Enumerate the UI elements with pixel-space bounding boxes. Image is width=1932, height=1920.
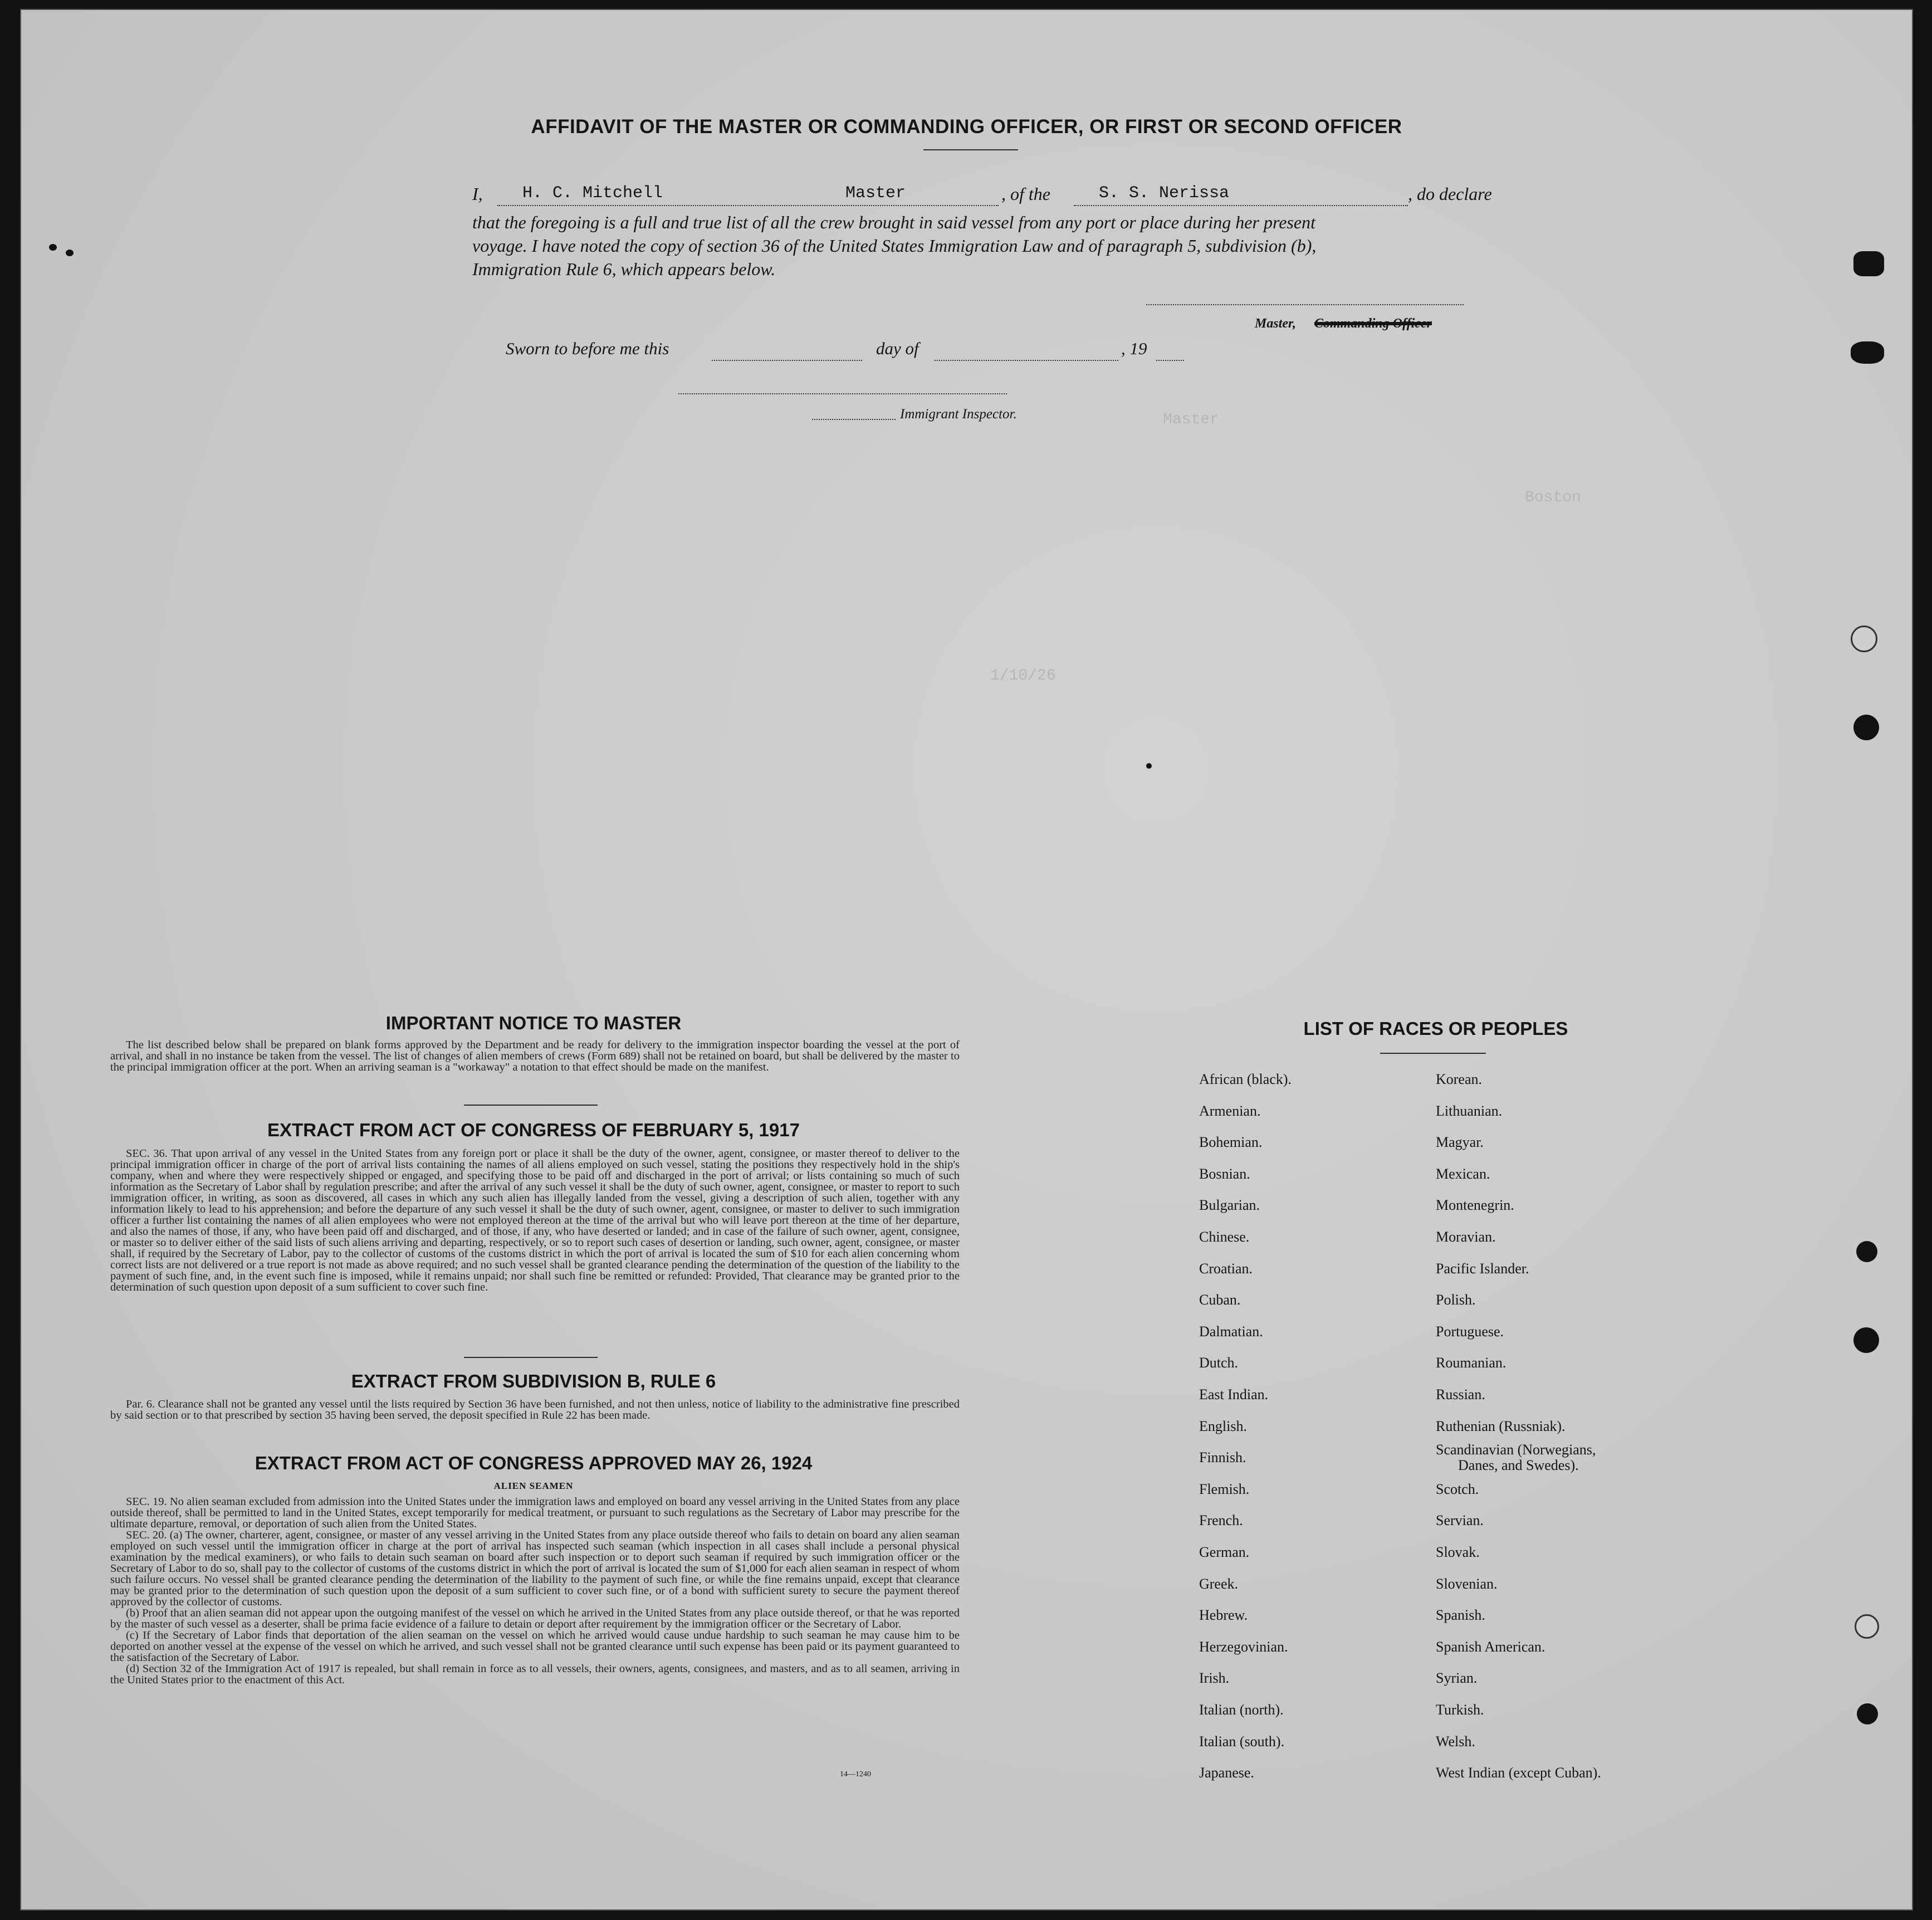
race-item: Magyar. [1436, 1134, 1484, 1150]
year-label: , 19 [1121, 339, 1147, 358]
binding-hole [1851, 341, 1884, 364]
race-item: Hebrew. [1199, 1607, 1248, 1623]
declarant-i-label: I, [472, 184, 483, 204]
ink-speck [66, 250, 74, 256]
master-label: Master, [1255, 316, 1297, 331]
race-item: Spanish American. [1436, 1639, 1545, 1655]
rule6-title: EXTRACT FROM SUBDIVISION B, RULE 6 [351, 1371, 716, 1391]
document-page [20, 9, 1913, 1911]
rule6-body [110, 1399, 960, 1421]
ink-speck [49, 244, 57, 251]
section-20c-paragraph: (c) If the Secretary of Labor finds that deportation of the alien seaman on the vessel on which he arrived would cause undue hardship to such seaman he may cause him to be deported on another vessel at the expense of the vessel on which he arrived, and such vessel shall not be granted clearance until such expense has been paid or its payment guaranteed to the satisfaction of the Secretary of Labor. [110, 1629, 960, 1664]
notice-title: IMPORTANT NOTICE TO MASTER [385, 1013, 682, 1033]
race-item: French. [1199, 1512, 1243, 1528]
declaration-line-3: voyage. I have noted the copy of section 36 of the United States Immigration Law and of paragraph 5, subdivision (b), [472, 236, 1317, 256]
form-number: 14—1240 [840, 1770, 871, 1779]
declarant-rank: Master [845, 184, 906, 203]
section-20d-paragraph: (d) Section 32 of the Immigration Act of 1917 is repealed, but shall remain in force as to all vessels, their owners, agents, consignees, and masters, and as to all seamen, arriving in the United States prior to the enactment of this Act. [110, 1663, 960, 1686]
race-item: Mexican. [1436, 1166, 1490, 1182]
title-rule [923, 149, 1018, 150]
race-item: Dalmatian. [1199, 1323, 1263, 1340]
section-36-paragraph: SEC. 36. That upon arrival of any vessel in the United States from any foreign port or place it shall be the duty of the owner, agent, consignee, or master thereof to deliver to the principal immigration officer in charge of the port of arrival lists containing the names of all aliens employed on such vessel, stating the positions they respectively hold in the ship's company, when and where they were respectively shipped or engaged, and specifying those to be paid off and discharged in the port of arrival; or lists containing so much of such information as the Secretary of Labor shall by regulation prescribe; and after the arrival of any such vessel it shall be the duty of such owner, agent, consignee, or master to report to such immigration officer, in writing, as soon as discovered, all cases in which any such alien has illegally landed from the vessel, giving a description of such alien, together with any information likely to lead to his apprehension; and before the departure of any such vessel it shall be the duty of such owner, agent, consignee, or master to deliver to such immigration officer a further list containing the names of all alien employees who were not employed thereon at the time of the arrival but who will leave port thereon at the time of her departure, and also the names of those, if any, who have been paid off and discharged, and of those, if any, who have deserted or landed; and in case of the failure of such owner, agent, consignee, or master so to deliver either of the said lists of such aliens arriving and departing, respectively, or so to report such cases of desertion or landing, such owner, agent, consignee, or master shall, if required by the Secretary of Labor, pay to the collector of customs of the customs district in which the port of arrival is located the sum of $10 for each alien concerning whom correct lists are not delivered or a true report is not made as above required; and no such vessel shall be granted clearance pending the determination of the question of the liability to the payment of such fine, and, in the event such fine is imposed, while it remains unpaid; nor shall such fine be remitted or refunded: Provided, That clearance may be granted prior to the determination of such question upon deposit of a sum sufficient to cover such fine. [110, 1147, 960, 1293]
punch-hole [1851, 626, 1877, 652]
race-item: Portuguese. [1436, 1323, 1504, 1340]
race-item: Pacific Islander. [1436, 1261, 1529, 1277]
bleed-through-text: 1/10/26 [990, 667, 1056, 685]
inspector-prefix-line [812, 407, 896, 420]
notice-rule [464, 1105, 598, 1106]
struck-commanding-officer: Commanding Officer [1314, 316, 1432, 331]
sworn-month-field [935, 341, 1118, 361]
declarant-name: H. C. Mitchell [522, 184, 663, 203]
race-item: German. [1199, 1544, 1250, 1560]
do-declare-label: , do declare [1408, 184, 1492, 204]
race-item: Servian. [1436, 1512, 1484, 1528]
race-item: Syrian. [1436, 1670, 1478, 1686]
punch-hole [1853, 715, 1879, 740]
extract-1924-body [110, 1496, 960, 1686]
race-item: Japanese. [1199, 1765, 1254, 1781]
punch-hole [1856, 1241, 1877, 1262]
punch-hole [1853, 1327, 1879, 1353]
affidavit-title: AFFIDAVIT OF THE MASTER OR COMMANDING OFFICER, OR FIRST OR SECOND OFFICER [531, 116, 1402, 138]
race-item: Herzegovinian. [1199, 1639, 1288, 1655]
sworn-label: Sworn to before me this [506, 339, 669, 358]
punch-hole [1857, 1703, 1878, 1724]
extract-1924-title: EXTRACT FROM ACT OF CONGRESS APPROVED MAY 26, 1924 [255, 1453, 813, 1473]
section-19-paragraph: SEC. 19. No alien seaman excluded from admission into the United States under the immigration laws and employed on board any vessel arriving in the United States from any place outside thereof, shall be permitted to land in the United States, except temporarily for medical treatment, or pursuant to such regulations as the Secretary of Labor may prescribe for the ultimate departure, removal, or deportation of such alien from the United States. [110, 1496, 960, 1530]
race-item: Dutch. [1199, 1355, 1239, 1371]
section-20b-paragraph: (b) Proof that an alien seaman did not appear upon the outgoing manifest of the vessel on which he arrived in the United States from any place outside thereof, or that he was reported by the master of such vessel as a deserter, shall be prima facie evidence of a failure to detain or deport after requirement by the immigration officer or the Secretary of Labor. [110, 1607, 960, 1630]
race-item: Danes, and Swedes). [1458, 1457, 1579, 1473]
inspector-signature-line [678, 389, 1007, 394]
race-item: Russian. [1436, 1386, 1485, 1403]
notice-paragraph: The list described below shall be prepared on blank forms approved by the Department and be ready for delivery to the immigration inspector boarding the vessel at the port of arrival, and shall in no instance be taken from the vessel. The list of changes of alien members of crews (Form 689) shall not be retained on board, but shall be delivered by the master to the principal immigration officer at the port. When an arriving seaman is a "workaway" a notation to that effect should be made on the manifest. [110, 1039, 960, 1073]
race-item: Scandinavian (Norwegians, [1436, 1442, 1596, 1458]
races-title: LIST OF RACES OR PEOPLES [1303, 1018, 1568, 1039]
punch-hole [1855, 1614, 1879, 1639]
race-item: Polish. [1436, 1292, 1476, 1308]
race-item: Slovak. [1436, 1544, 1480, 1560]
extract-1917-body [110, 1148, 960, 1293]
inspector-label: Immigrant Inspector. [900, 407, 1017, 422]
race-item: Italian (south). [1199, 1733, 1285, 1750]
race-item: Slovenian. [1436, 1576, 1498, 1592]
section-20a-paragraph: SEC. 20. (a) The owner, charterer, agent, consignee, or master of any vessel arriving in the United States from any place outside thereof who fails to detain on board any alien seaman employed on such vessel until the immigration officer in charge at the port of arrival has inspected such seaman (which inspection in all cases shall include a personal physical examination by the medical examiners), or who fails to detain such seaman on board after such inspection or to deport such seaman if required by such immigration officer or the Secretary of Labor to do so, shall pay to the collector of customs of the customs district in which the port of arrival is located the sum of $1,000 for each alien seaman in respect of whom such failure occurs. No vessel shall be granted clearance pending the determination of the liability to the payment of such fine, or while the fine remains unpaid, except that clearance may be granted prior to the determination of such question upon the deposit of a sum sufficient to cover such fine, or of a bond with sufficient surety to secure the payment thereof approved by the collector of customs. [110, 1529, 960, 1608]
ink-speck [1146, 763, 1152, 769]
notice-body [110, 1039, 960, 1073]
alien-seamen-subtitle: ALIEN SEAMEN [493, 1481, 574, 1491]
race-item: Italian (north). [1199, 1702, 1284, 1718]
extract-1917-rule [464, 1357, 598, 1358]
master-signature-line [1146, 300, 1464, 305]
race-item: English. [1199, 1418, 1247, 1434]
race-item: Croatian. [1199, 1261, 1253, 1277]
vessel-name: S. S. Nerissa [1099, 184, 1230, 203]
race-item: Flemish. [1199, 1481, 1250, 1497]
race-item: Greek. [1199, 1576, 1239, 1592]
day-of-label: day of [876, 339, 919, 358]
race-item: Moravian. [1436, 1229, 1496, 1245]
race-item: Korean. [1436, 1071, 1483, 1087]
sworn-year-field [1156, 341, 1184, 361]
race-item: Chinese. [1199, 1229, 1250, 1245]
race-item: Irish. [1199, 1670, 1230, 1686]
race-item: Finnish. [1199, 1449, 1246, 1465]
of-the-label: , of the [1001, 184, 1050, 204]
race-item: Montenegrin. [1436, 1197, 1514, 1213]
race-item: Bosnian. [1199, 1166, 1250, 1182]
extract-1917-title: EXTRACT FROM ACT OF CONGRESS OF FEBRUARY 5, 1917 [267, 1120, 800, 1140]
declaration-line-2: that the foregoing is a full and true list of all the crew brought in said vessel from any port or place during her present [472, 212, 1315, 232]
race-item: Turkish. [1436, 1702, 1484, 1718]
bleed-through-text: Boston [1525, 489, 1581, 506]
race-item: African (black). [1199, 1071, 1292, 1087]
binding-hole [1853, 251, 1884, 276]
race-item: Lithuanian. [1436, 1103, 1503, 1119]
race-item: Ruthenian (Russniak). [1436, 1418, 1566, 1434]
race-item: Welsh. [1436, 1733, 1475, 1750]
race-item: Roumanian. [1436, 1355, 1507, 1371]
sworn-day-field [712, 341, 862, 361]
race-item: Bohemian. [1199, 1134, 1263, 1150]
race-item: Cuban. [1199, 1292, 1241, 1308]
race-item: Scotch. [1436, 1481, 1479, 1497]
race-item: Bulgarian. [1199, 1197, 1260, 1213]
declaration-line-4: Immigration Rule 6, which appears below. [472, 259, 776, 279]
bleed-through-text: Master [1163, 411, 1219, 428]
rule6-paragraph: Par. 6. Clearance shall not be granted any vessel until the lists required by Section 36 have been furnished, and not then unless, notice of liability to the administrative fine prescribed by said section or to that prescribed by section 35 having been served, the deposit specified in Rule 22 has been made. [110, 1398, 960, 1421]
race-item: East Indian. [1199, 1386, 1269, 1403]
race-item: Spanish. [1436, 1607, 1485, 1623]
races-rule [1380, 1053, 1486, 1054]
race-item: West Indian (except Cuban). [1436, 1765, 1601, 1781]
race-item: Armenian. [1199, 1103, 1261, 1119]
